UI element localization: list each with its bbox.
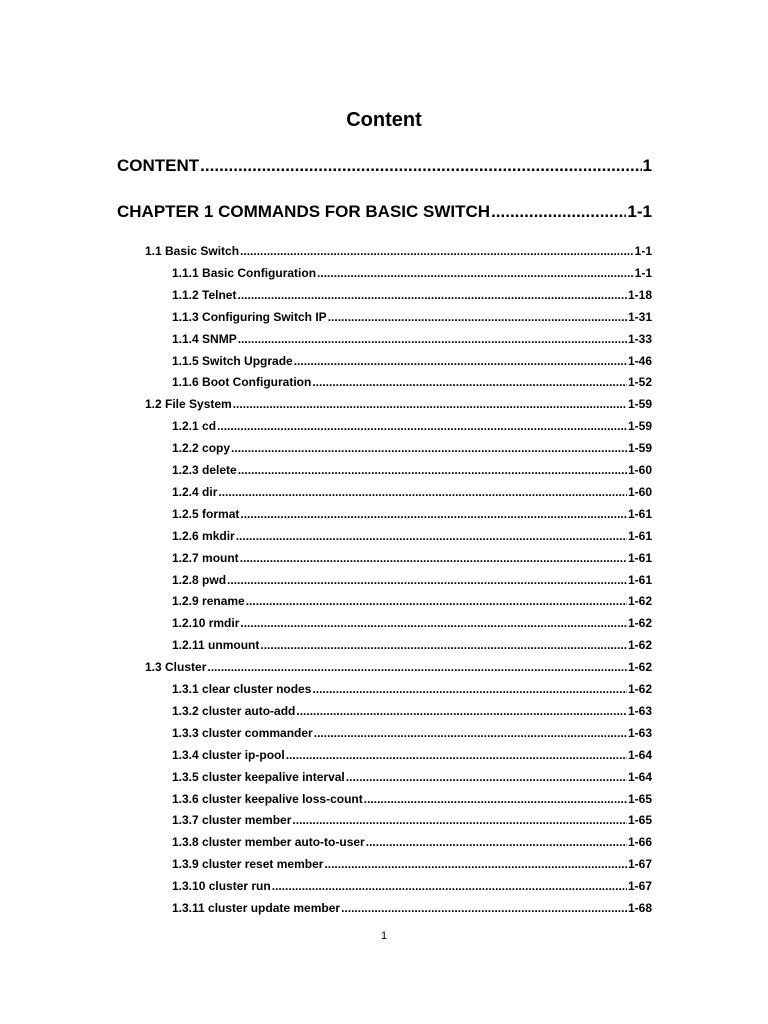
toc-entry-page: 1-62 [627, 616, 652, 631]
toc-entry-title: 1.2.3 delete [172, 463, 237, 477]
toc-entry-page: 1-18 [627, 287, 652, 302]
dot-leader [236, 528, 627, 544]
toc-chapter-entry[interactable] [117, 201, 652, 223]
toc-entry-title: 1.1.2 Telnet [172, 287, 237, 302]
toc-entry-page: 1-68 [627, 901, 652, 915]
toc-entry-page: 1-63 [627, 725, 652, 740]
toc-subsection-entry[interactable] [172, 374, 652, 390]
toc-entry-page: 1-33 [627, 331, 652, 346]
toc-subsection-entry[interactable] [172, 791, 652, 807]
dot-leader [246, 593, 627, 609]
toc-chapter-entry[interactable] [117, 155, 652, 177]
dot-leader [227, 572, 627, 588]
dot-leader [364, 791, 627, 807]
toc-entry-page: 1-61 [627, 550, 652, 565]
toc-subsection-entry[interactable] [172, 572, 652, 588]
toc-entry-page: 1-52 [627, 375, 652, 390]
toc-subsection-entry[interactable] [172, 353, 652, 369]
toc-entry-title: 1.3.2 cluster auto-add [172, 703, 296, 718]
dot-leader [240, 506, 627, 522]
dot-leader [238, 331, 627, 347]
dot-leader [237, 287, 626, 303]
toc-subsection-entry[interactable] [172, 462, 652, 478]
toc-entry-title: CONTENT [117, 156, 200, 175]
dot-leader [272, 878, 627, 894]
toc-subsection-entry[interactable] [172, 878, 652, 894]
toc-subsection-entry[interactable] [172, 593, 652, 609]
toc-entry-title: 1.2.6 mkdir [172, 528, 235, 543]
toc-subsection-entry[interactable] [172, 703, 652, 719]
toc-subsection-entry[interactable] [172, 484, 652, 500]
toc-entry-title: 1.2.8 pwd [172, 572, 227, 587]
toc-subsection-entry[interactable] [172, 637, 652, 653]
dot-leader [346, 769, 627, 785]
toc-entry-title: 1.3.1 clear cluster nodes [172, 682, 312, 696]
toc-section-entry[interactable] [145, 396, 652, 412]
toc-subsection-entry[interactable] [172, 769, 652, 785]
toc-entry-title: 1.3.5 cluster keepalive interval [172, 769, 345, 784]
dot-leader [312, 681, 627, 697]
toc-subsection-entry[interactable] [172, 900, 652, 916]
dot-leader [366, 834, 627, 850]
toc-entry-page: 1-1 [627, 202, 652, 221]
dot-leader [233, 396, 627, 412]
dot-leader [238, 462, 627, 478]
toc-subsection-entry[interactable] [172, 331, 652, 347]
dot-leader [217, 418, 627, 434]
toc-entry-page: 1-61 [627, 572, 652, 587]
toc-entry-title: 1.3.4 cluster ip-pool [172, 747, 285, 762]
dot-leader [294, 353, 627, 369]
toc-entry-title: 1.2.11 unmount [172, 638, 260, 653]
toc-entry-title: CHAPTER 1 COMMANDS FOR BASIC SWITCH [117, 202, 491, 221]
dot-leader [324, 856, 627, 872]
toc-entry-page: 1-62 [627, 594, 652, 609]
toc-subsection-entry[interactable] [172, 287, 652, 303]
toc-subsection-entry[interactable] [172, 440, 652, 456]
toc-entry-title: 1.2.9 rename [172, 594, 245, 609]
toc-subsection-entry[interactable] [172, 725, 652, 741]
toc-subsection-entry[interactable] [172, 265, 652, 281]
toc-subsection-entry[interactable] [172, 681, 652, 697]
page-title: Content [346, 109, 422, 131]
dot-leader [314, 725, 627, 741]
toc-subsection-entry[interactable] [172, 309, 652, 325]
toc-entry-page: 1-64 [627, 747, 652, 762]
dot-leader [240, 243, 634, 259]
toc-subsection-entry[interactable] [172, 418, 652, 434]
toc-entry-page: 1-59 [627, 441, 652, 456]
toc-entry-page: 1-64 [627, 769, 652, 784]
toc-subsection-entry[interactable] [172, 506, 652, 522]
toc-entry-page: 1-65 [627, 813, 652, 828]
toc-entry-page: 1-63 [627, 703, 652, 718]
dot-leader [231, 440, 627, 456]
dot-leader [286, 747, 627, 763]
toc-entry-title: 1.3.7 cluster member [172, 813, 292, 828]
toc-entry-page: 1-67 [627, 857, 652, 872]
toc-entry-title: 1.2 File System [145, 397, 232, 412]
dot-leader [240, 615, 627, 631]
toc-subsection-entry[interactable] [172, 856, 652, 872]
dot-leader [317, 265, 634, 281]
toc-entry-title: 1.3.9 cluster reset member [172, 857, 324, 872]
dot-leader [341, 900, 627, 916]
toc-entry-title: 1.3.11 cluster update member [172, 901, 341, 915]
toc-subsection-entry[interactable] [172, 528, 652, 544]
toc-subsection-entry[interactable] [172, 615, 652, 631]
toc-subsection-entry[interactable] [172, 550, 652, 566]
toc-subsection-entry[interactable] [172, 834, 652, 850]
toc-entry-page: 1-1 [634, 244, 652, 258]
toc-entry-page: 1-62 [627, 682, 652, 696]
toc-entry-page: 1-60 [627, 484, 652, 499]
dot-leader [207, 659, 627, 675]
dot-leader [240, 550, 627, 566]
toc-entry-title: 1.2.2 copy [172, 441, 231, 456]
dot-leader [328, 309, 627, 325]
toc-entry-title: 1.1.4 SNMP [172, 331, 237, 346]
dot-leader [296, 703, 627, 719]
toc-entry-page: 1-59 [627, 419, 652, 434]
dot-leader [218, 484, 627, 500]
toc-entry-title: 1.3.3 cluster commander [172, 725, 313, 740]
toc-section-entry[interactable] [145, 659, 652, 675]
dot-leader [491, 201, 626, 223]
toc-entry-title: 1.2.10 rmdir [172, 616, 240, 631]
page-number: 1 [380, 930, 388, 942]
toc-entry-title: 1.1.3 Configuring Switch IP [172, 309, 327, 324]
toc-entry-page: 1-59 [627, 397, 652, 412]
toc-entry-title: 1.1 Basic Switch [145, 244, 240, 258]
dot-leader [312, 374, 627, 390]
toc-entry-title: 1.2.1 cd [172, 419, 217, 434]
toc-entry-page: 1-61 [627, 528, 652, 543]
toc-entry-page: 1 [642, 156, 652, 175]
toc-entry-title: 1.1.1 Basic Configuration [172, 265, 317, 280]
toc-entry-title: 1.3.8 cluster member auto-to-user [172, 835, 365, 850]
toc-entry-page: 1-61 [627, 506, 652, 521]
toc-subsection-entry[interactable] [172, 812, 652, 828]
toc-entry-title: 1.1.6 Boot Configuration [172, 375, 312, 390]
toc-entry-page: 1-62 [627, 660, 652, 675]
toc-entry-title: 1.2.7 mount [172, 550, 239, 565]
toc-entry-page: 1-67 [627, 879, 652, 894]
toc-entry-title: 1.3.10 cluster run [172, 879, 271, 894]
toc-entry-title: 1.1.5 Switch Upgrade [172, 353, 293, 368]
toc-entry-title: 1.2.5 format [172, 506, 240, 521]
toc-entry-title: 1.3.6 cluster keepalive loss-count [172, 791, 363, 806]
toc-entry-page: 1-1 [634, 265, 652, 280]
toc-entry-page: 1-62 [627, 638, 652, 653]
toc-entry-title: 1.2.4 dir [172, 484, 218, 499]
dot-leader [200, 155, 641, 177]
dot-leader [292, 812, 627, 828]
toc-entry-page: 1-60 [627, 463, 652, 477]
toc-section-entry[interactable] [145, 243, 652, 259]
toc-entry-page: 1-66 [627, 835, 652, 850]
toc-entry-page: 1-46 [627, 353, 652, 368]
toc-subsection-entry[interactable] [172, 747, 652, 763]
toc-entry-page: 1-31 [627, 309, 652, 324]
dot-leader [260, 637, 627, 653]
toc-entry-page: 1-65 [627, 791, 652, 806]
toc-entry-title: 1.3 Cluster [145, 660, 207, 675]
